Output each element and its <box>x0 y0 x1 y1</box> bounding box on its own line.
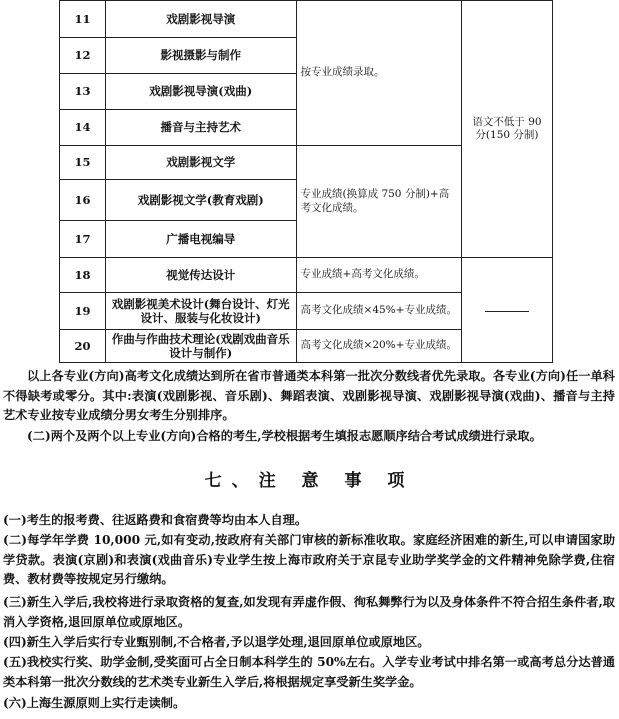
admission-table <box>59 0 553 363</box>
major-name: 戏剧影视文学 <box>105 146 296 180</box>
admission-rule: 高考文化成绩×20%+专业成绩。 <box>296 330 461 363</box>
row-number: 13 <box>60 74 106 110</box>
note-item: (二)每学年学费 10,000 元,如有变动,按政府有关部门审核的新标准收取。家庭经济困难的新生,可以申请国家助学贷款。表演(京剧)和表演(戏曲音乐)专业学生按上海市政府关于京昆专业助学奖学金的文件精神免除学费,住宿费、教材费等按规定另行缴纳。 <box>3 533 616 586</box>
row-number: 18 <box>60 258 106 293</box>
admission-rule: 专业成绩(换算成 750 分制)+高考文化成绩。 <box>296 146 461 258</box>
intro-paragraph: 以上各专业(方向)高考文化成绩达到所在省市普通类本科第一批次分数线者优先录取。各专业(方向)任一单科不得缺考或零分。其中:表演(戏剧影视、音乐剧)、舞蹈表演、戏剧影视导演、戏剧影视导演(戏曲)、播音与主持艺术专业按专业成绩分男女考生分别排序。 <box>3 369 615 422</box>
admission-rule: 按专业成绩录取。 <box>296 1 461 146</box>
note-item: (六)上海生源原则上实行走读制。 <box>3 696 186 710</box>
major-name: 播音与主持艺术 <box>105 110 296 146</box>
row-number: 17 <box>60 221 106 258</box>
dash-divider <box>485 311 529 312</box>
row-number: 20 <box>60 330 106 363</box>
table-row <box>60 258 553 293</box>
major-name: 视觉传达设计 <box>105 258 296 293</box>
section-heading: 七、注 意 事 项 <box>204 471 415 491</box>
note-item: (四)新生入学后实行专业甄别制,不合格者,予以退学处理,退回原单位或原地区。 <box>3 635 430 649</box>
row-number: 16 <box>60 180 106 221</box>
major-name: 广播电视编导 <box>105 221 296 258</box>
major-name: 戏剧影视文学(教育戏剧) <box>105 180 296 221</box>
row-number: 14 <box>60 110 106 146</box>
note-item: (一)考生的报考费、往返路费和食宿费等均由本人自理。 <box>3 513 308 527</box>
major-name: 影视摄影与制作 <box>105 38 296 74</box>
intro-paragraph: (二)两个及两个以上专业(方向)合格的考生,学校根据考生填报志愿顺序结合考试成绩进行录取。 <box>27 429 542 443</box>
major-name: 戏剧影视美术设计(舞台设计、灯光设计、服装与化妆设计) <box>105 293 296 330</box>
major-name: 作曲与作曲技术理论(戏剧戏曲音乐设计与制作) <box>105 330 296 363</box>
major-name: 戏剧影视导演(戏曲) <box>105 74 296 110</box>
note-item: (五)我校实行奖、助学金制,受奖面可占全日制本科学生的 50%左右。入学专业考试中排名第一或高考总分达普通类本科第一批次分数线的艺术类专业新生入学后,将根据规定享受新生奖学金。 <box>3 655 615 689</box>
admission-rule: 专业成绩+高考文化成绩。 <box>296 258 461 293</box>
table-row <box>60 1 553 38</box>
admission-rule: 高考文化成绩×45%+专业成绩。 <box>296 293 461 330</box>
chinese-requirement: 语文不低于 90 分(150 分制) <box>461 1 552 258</box>
major-name: 戏剧影视导演 <box>105 1 296 38</box>
row-number: 11 <box>60 1 106 38</box>
row-number: 19 <box>60 293 106 330</box>
row-number: 15 <box>60 146 106 180</box>
no-requirement-cell <box>461 258 552 363</box>
note-item: (三)新生入学后,我校将进行录取资格的复查,如发现有弄虚作假、徇私舞弊行为以及身体条件不符合招生条件者,取消入学资格,退回原单位或原地区。 <box>3 595 615 629</box>
row-number: 12 <box>60 38 106 74</box>
